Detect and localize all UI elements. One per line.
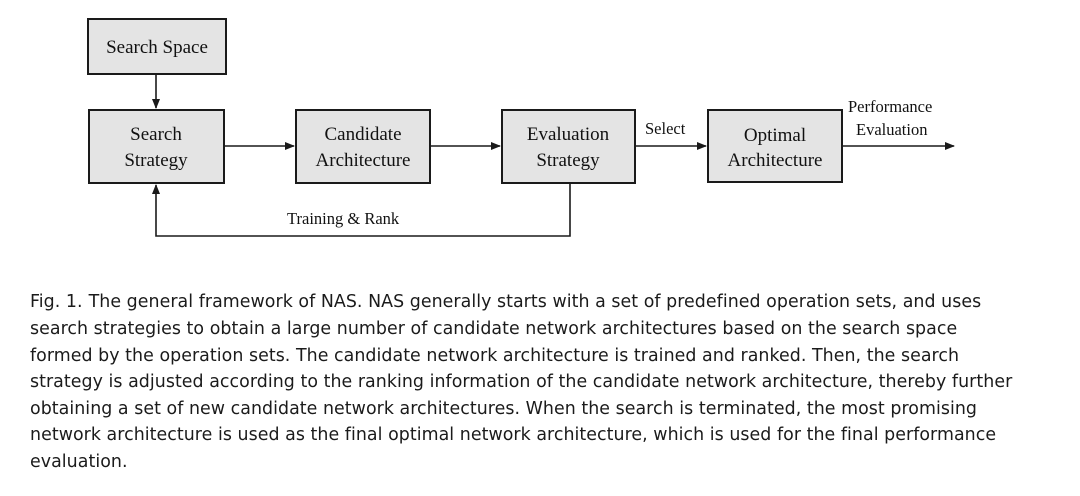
node-evaluation-strategy-label-line1: Evaluation xyxy=(526,124,610,145)
node-search-space xyxy=(88,19,226,74)
figure-caption-text: The general framework of NAS. NAS generally starts with a set of predefined operation sets, and uses search strategies to obtain a large number of candidate network architectures based on the search space formed by the operation sets. The candidate network architecture is trained and ranked. Then, the search strategy is adjusted according to the ranking information of the candidate network architecture, thereby further obtaining a set of new candidate network architectures. When the search is terminated, the most promising network architecture is used as the final optimal network architecture, which is used for the final performance evaluation. xyxy=(30,292,1013,472)
node-candidate-architecture xyxy=(296,110,430,183)
node-candidate-architecture-label-line1: Candidate xyxy=(324,124,402,145)
node-search-strategy xyxy=(89,110,224,183)
node-optimal-architecture-label-line2: Architecture xyxy=(727,150,823,171)
node-search-space-label: Search Space xyxy=(106,37,208,58)
edge-label-select: Select xyxy=(645,119,686,138)
edge-label-evaluation: Evaluation xyxy=(856,120,928,139)
node-search-strategy-label-line1: Search xyxy=(130,124,182,145)
edge-label-training-rank: Training & Rank xyxy=(287,209,400,228)
node-optimal-architecture xyxy=(708,110,842,182)
figure-caption xyxy=(30,289,1020,475)
edge-label-performance: Performance xyxy=(848,97,933,116)
node-evaluation-strategy-label-line2: Strategy xyxy=(536,150,600,171)
node-optimal-architecture-label-line1: Optimal xyxy=(743,125,807,146)
figure-caption-label: Fig. 1. xyxy=(30,292,83,313)
node-search-strategy-label-line2: Strategy xyxy=(124,150,188,171)
node-evaluation-strategy xyxy=(502,110,635,183)
node-candidate-architecture-label-line2: Architecture xyxy=(315,150,411,171)
